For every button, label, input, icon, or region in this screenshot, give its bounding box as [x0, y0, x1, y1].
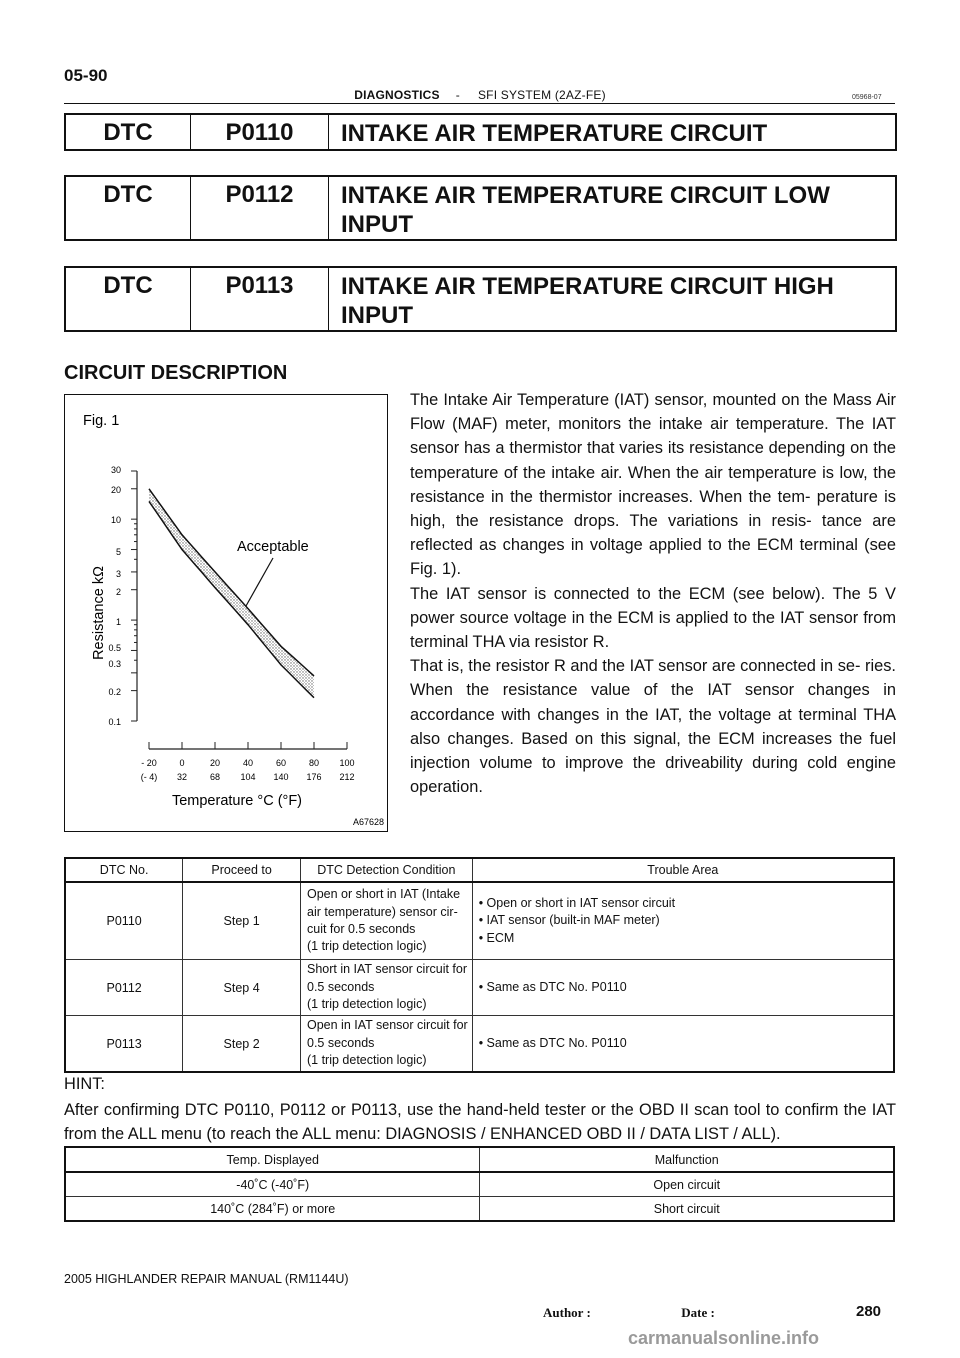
x-tick-label: 68: [209, 772, 221, 782]
x-tick-label: 104: [240, 772, 256, 782]
acceptable-band: [149, 489, 314, 698]
condition-line: Short in IAT sensor circuit for: [307, 962, 468, 977]
x-tick-label: 0: [179, 758, 185, 768]
trouble-area-line: • ECM: [478, 930, 515, 945]
dtc-number-cell: P0110: [65, 882, 183, 960]
dtc-title-box-p0112: [64, 175, 897, 241]
malfunction-cell: Open circuit: [480, 1172, 894, 1197]
x-tick-label: 32: [176, 772, 188, 782]
dtc-number-cell: P0113: [65, 1016, 183, 1073]
trouble-area-line: • Same as DTC No. P0110: [478, 979, 627, 994]
section-heading: CIRCUIT DESCRIPTION: [64, 362, 288, 384]
x-tick-label: 60: [275, 758, 287, 768]
detection-condition-cell: [301, 960, 473, 1016]
y-axis-label: Resistance kΩ: [91, 566, 107, 660]
description-paragraph: The IAT sensor is connected to the ECM (see below). The 5 V power source voltage in the ECM is applied to the IAT sensor from terminal THA via resistor R.: [410, 584, 896, 652]
dtc-code: P0113: [191, 268, 329, 330]
trouble-area-line: • IAT sensor (built-in MAF meter): [478, 913, 660, 928]
dtc-title: INTAKE AIR TEMPERATURE CIRCUIT LOW INPUT: [341, 182, 830, 238]
dtc-number-cell: P0112: [65, 960, 183, 1016]
x-tick-label: 20: [209, 758, 221, 768]
author-date-line: [543, 1305, 715, 1321]
dtc-title: INTAKE AIR TEMPERATURE CIRCUIT: [341, 120, 768, 147]
proceed-to-cell: Step 4: [183, 960, 301, 1016]
x-tick-labels-c: [141, 758, 354, 768]
figure-label: Fig. 1: [83, 413, 120, 429]
subsection-name: SFI SYSTEM (2AZ-FE): [477, 88, 606, 102]
dtc-code: P0110: [191, 115, 329, 149]
x-tick-label: 80: [308, 758, 320, 768]
x-tick-labels-f: [141, 772, 355, 782]
x-tick-label: 100: [339, 758, 355, 768]
y-tick-label: 20: [110, 485, 121, 495]
hint-label: HINT:: [64, 1075, 105, 1093]
trouble-area-line: • Open or short in IAT sensor circuit: [478, 895, 676, 910]
condition-line: (1 trip detection logic): [307, 939, 427, 954]
acceptable-label: Acceptable: [237, 539, 309, 555]
x-tick-label: 212: [339, 772, 355, 782]
column-header: Temp. Displayed: [65, 1147, 480, 1172]
figure-1: [64, 394, 388, 832]
description-paragraph: That is, the resistor R and the IAT sensor are connected in se- ries. When the resistance value of the IAT sensor changes in accordance with changes in the IAT, the voltage at terminal THA also changes. Based on this signal, the ECM increases the fuel injection volume to improve the driveability during cold engine operation.: [410, 657, 896, 797]
table-header-row: [65, 1147, 894, 1172]
proceed-to-cell: Step 2: [183, 1016, 301, 1073]
table-header-row: [65, 858, 894, 882]
condition-line: 0.5 seconds: [307, 1035, 375, 1050]
dtc-label: DTC: [66, 177, 191, 239]
manual-footer: 2005 HIGHLANDER REPAIR MANUAL (RM1144U): [64, 1272, 349, 1286]
column-header: Proceed to: [183, 858, 301, 882]
dtc-label: DTC: [66, 115, 191, 149]
trouble-area-cell: [472, 882, 894, 960]
column-header: DTC Detection Condition: [301, 858, 473, 882]
temp-displayed-cell: -40˚C (-40˚F): [65, 1172, 480, 1197]
x-tick-label: (- 4): [140, 772, 158, 782]
table-row: [65, 960, 894, 1016]
condition-line: (1 trip detection logic): [307, 997, 427, 1012]
section-name: DIAGNOSTICS: [354, 88, 440, 102]
condition-line: (1 trip detection logic): [307, 1053, 427, 1068]
y-tick-label: 5: [115, 547, 121, 557]
y-tick-label: 0.5: [108, 643, 121, 653]
page-number: 05-90: [64, 66, 108, 85]
y-minor-ticks: [131, 471, 137, 721]
y-tick-label: 0.3: [108, 659, 121, 669]
condition-line: Open in IAT sensor circuit for: [307, 1018, 468, 1033]
detection-condition-cell: [301, 1016, 473, 1073]
y-tick-label: 2: [115, 587, 121, 597]
temp-displayed-cell: 140˚C (284˚F) or more: [65, 1197, 480, 1222]
y-tick-labels: [108, 465, 121, 727]
dtc-table: [64, 857, 895, 1073]
table-row: [65, 882, 894, 960]
dtc-title-box-p0113: [64, 266, 897, 332]
watermark: carmanualsonline.info: [628, 1328, 820, 1348]
dtc-label: DTC: [66, 268, 191, 330]
table-row: [65, 1016, 894, 1073]
figure-code: A67628: [353, 817, 385, 827]
y-tick-label: 30: [110, 465, 121, 475]
page-total-number: 280: [856, 1303, 882, 1320]
x-tick-label: 140: [273, 772, 289, 782]
table-row: [65, 1197, 894, 1222]
dtc-title: INTAKE AIR TEMPERATURE CIRCUIT HIGH INPUT: [341, 273, 834, 329]
band-upper-curve: [149, 489, 314, 676]
y-tick-label: 10: [110, 515, 121, 525]
trouble-area-cell: [472, 960, 894, 1016]
document-code: 05968-07: [852, 94, 882, 101]
table-row: [65, 1172, 894, 1197]
dtc-title-box-p0110: [64, 113, 897, 151]
header-rule: [64, 103, 895, 104]
section-separator: -: [455, 88, 460, 102]
condition-line: 0.5 seconds: [307, 979, 375, 994]
y-tick-label: 0.1: [108, 717, 121, 727]
dtc-code: P0112: [191, 177, 329, 239]
x-tick-label: 40: [242, 758, 254, 768]
column-header: Malfunction: [480, 1147, 894, 1172]
column-header: Trouble Area: [472, 858, 894, 882]
column-header: DTC No.: [65, 858, 183, 882]
condition-line: air temperature) sensor cir-: [307, 904, 458, 919]
malfunction-cell: Short circuit: [480, 1197, 894, 1222]
x-axis-label: Temperature °C (°F): [171, 793, 303, 809]
y-tick-label: 1: [115, 617, 121, 627]
circuit-description-text: [410, 388, 896, 799]
trouble-area-cell: [472, 1016, 894, 1073]
resistance-chart: [65, 395, 387, 831]
y-tick-label: 0.2: [108, 687, 121, 697]
running-head: [0, 88, 960, 102]
condition-line: Open or short in IAT (Intake: [307, 887, 461, 902]
y-tick-label: 3: [115, 569, 121, 579]
description-paragraph: The Intake Air Temperature (IAT) sensor, mounted on the Mass Air Flow (MAF) meter, monitors the intake air temperature. The IAT sensor has a thermistor that varies its resistance depending on the temperature of the intake air. When the air temperature is low, the resistance in the thermistor increases. When the tem- perature is high, the resistance drops. The variations in resis- tance are reflected as changes in voltage applied to the ECM terminal (see Fig. 1).: [410, 391, 896, 579]
x-tick-label: - 20: [141, 758, 157, 768]
annotation-leader-line: [246, 558, 273, 606]
proceed-to-cell: Step 1: [183, 882, 301, 960]
iat-display-table: [64, 1146, 895, 1222]
x-ticks: [149, 742, 347, 749]
author-label: Author :: [543, 1305, 591, 1320]
trouble-area-line: • Same as DTC No. P0110: [478, 1035, 627, 1050]
date-label: Date :: [681, 1305, 715, 1320]
x-tick-label: 176: [306, 772, 322, 782]
condition-line: cuit for 0.5 seconds: [307, 922, 416, 936]
detection-condition-cell: [301, 882, 473, 960]
hint-text: After confirming DTC P0110, P0112 or P0113, use the hand-held tester or the OBD II scan tool to confirm the IAT from the ALL menu (to reach the ALL menu: DIAGNOSIS / ENHANCED OBD II / DATA LIST / ALL).: [64, 1101, 896, 1143]
